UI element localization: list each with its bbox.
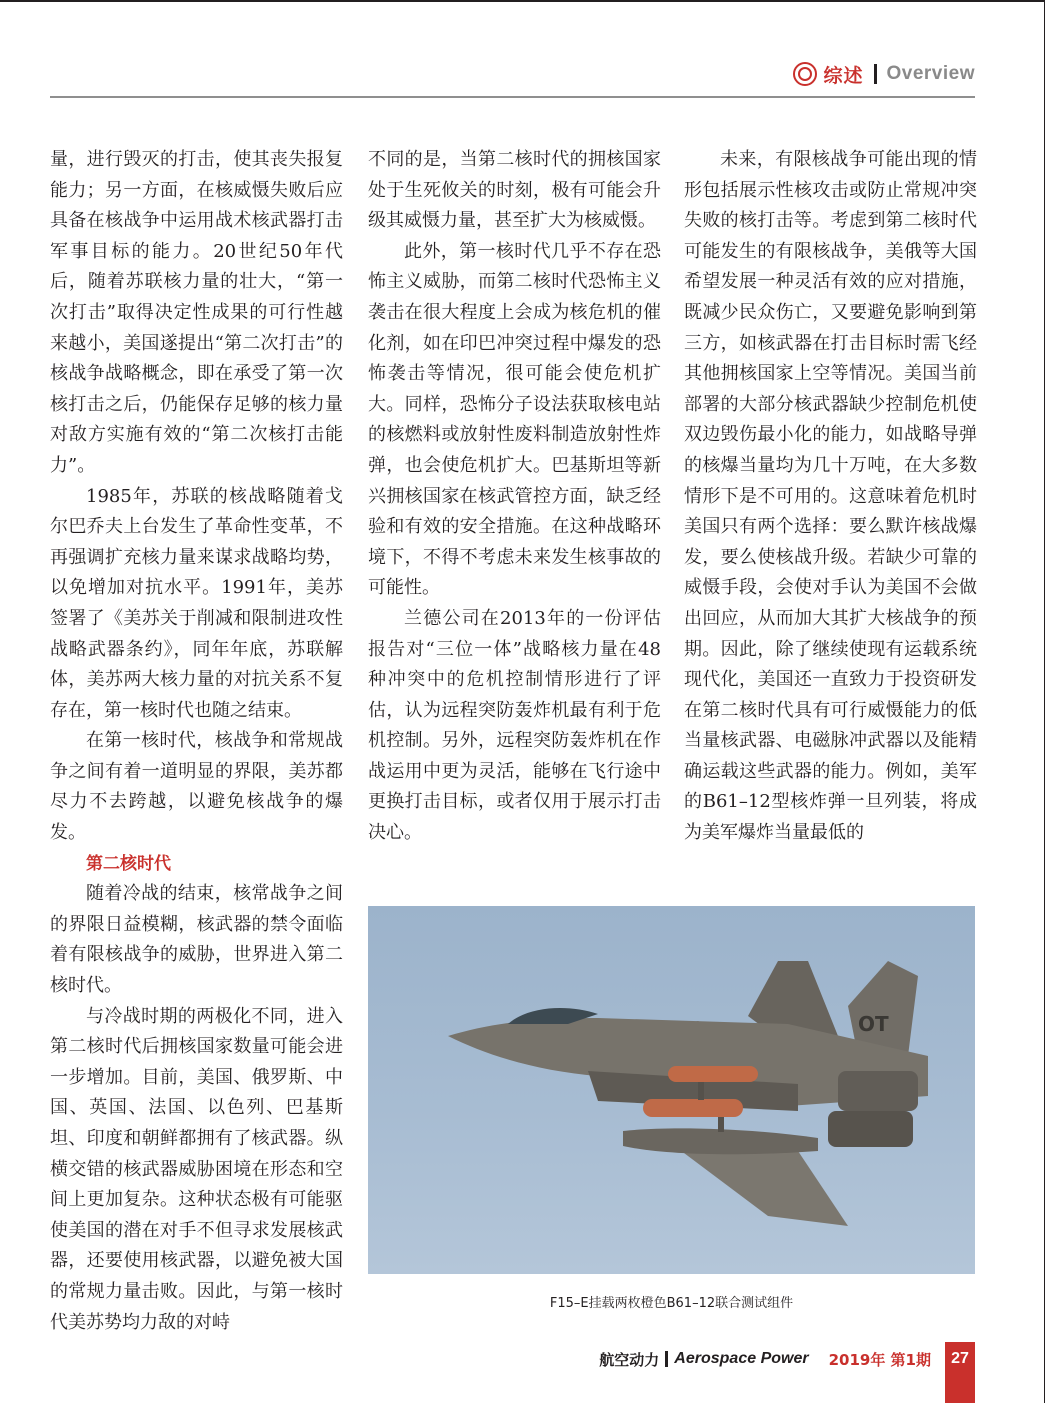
section-title-cn: 综述 <box>823 64 864 87</box>
paragraph: 在第一核时代，核战争和常规战争之间有着一道明显的界限，美苏都尽力不去跨越，以避免核战争的爆发。 <box>50 730 343 844</box>
running-header <box>793 60 975 88</box>
figure-caption: F15–E挂载两枚橙色B61–12联合测试组件 <box>549 1296 794 1311</box>
text-column-1 <box>50 145 343 1338</box>
tail-code: OT <box>858 1012 889 1036</box>
paragraph: 未来，有限核战争可能出现的情形包括展示性核攻击或防止常规冲突失败的核打击等。考虑到第二核时代可能发生的有限核战争，美俄等大国希望发展一种灵活有效的应对措施，既减少民众伤亡，又要避免影响到第三方，如核武器在打击目标时需飞经其他拥核国家上空等情况。美国当前部署的大部分核武器缺少控制危机使双边毁伤最小化的能力，如战略导弹的核爆当量均为几十万吨，在大多数情形下是不可用的。这意味着危机时美国只有两个选择：要么默许核战爆发，要么使核战升级。若缺少可靠的威慑手段，会使对手认为美国不会做出回应，从而加大其扩大核战争的预期。因此，除了继续使现有运载系统现代化，美国还一直致力于投资研发在第二核时代具有可行威慑能力的低当量核武器、电磁脉冲武器以及能精确运载这些武器的能力。例如，美军的B61–12型核炸弹一旦列装，将成为美军爆炸当量最低的 <box>684 149 977 844</box>
issue-label: 2019年 第1期 <box>828 1350 931 1369</box>
paragraph: 随着冷战的结束，核常战争之间的界限日益模糊，核武器的禁令面临着有限核战争的威胁，世界进入第二核时代。 <box>50 883 343 997</box>
aircraft-pylon <box>718 1117 724 1132</box>
journal-logo-icon <box>793 62 817 86</box>
top-rule <box>0 0 1045 2</box>
journal-name-cn: 航空动力 <box>599 1350 660 1369</box>
aircraft-fuel-tank <box>623 1128 818 1154</box>
paragraph: 1985年，苏联的核战略随着戈尔巴乔夫上台发生了革命性变革，不再强调扩充核力量来谋求战略均势，以免增加对抗水平。1991年，美苏签署了《美苏关于削减和限制进攻性战略武器条约》，同年年底，苏联解体，美苏两大核力量的对抗关系不复存在，第一核时代也随之结束。 <box>50 485 343 721</box>
text-column-2 <box>368 145 661 849</box>
aircraft-engine <box>838 1071 918 1111</box>
page-number: 27 <box>945 1342 975 1403</box>
text-column-3 <box>684 145 977 849</box>
aircraft-pylon <box>698 1082 704 1100</box>
paragraph: 与冷战时期的两极化不同，进入第二核时代后拥核国家数量可能会进一步增加。目前，美国、俄罗斯、中国、英国、法国、以色列、巴基斯坦、印度和朝鲜都拥有了核武器。纵横交错的核武器威胁困境在形态和空间上更加复杂。这种状态极有可能驱使美国的潜在对手不但寻求发展核武器，还要使用核武器，以避免被大国的常规力量击败。因此，与第一核时代美苏势均力敌的对峙 <box>50 1005 343 1333</box>
header-rule <box>50 96 975 98</box>
b61-12-test-unit <box>643 1099 743 1117</box>
running-footer <box>599 1348 931 1370</box>
header-separator <box>874 64 877 84</box>
journal-name-en: Aerospace Power <box>674 1350 809 1367</box>
aircraft-photo <box>368 906 975 1274</box>
paragraph: 量，进行毁灭的打击，使其丧失报复能力；另一方面，在核威慑失败后应具备在核战争中运用战术核武器打击军事目标的能力。20世纪50年代后，随着苏联核力量的壮大，“第一次打击”取得决定性成果的可行性越来越小，美国遂提出“第二次打击”的核战争战略概念，即在承受了第一次核打击之后，仍能保存足够的核力量对敌方实施有效的“第二次核打击能力”。 <box>50 149 343 476</box>
paragraph: 此外，第一核时代几乎不存在恐怖主义威胁，而第二核时代恐怖主义袭击在很大程度上会成为核危机的催化剂，如在印巴冲突过程中爆发的恐怖袭击等情况，很可能会使危机扩大。同样，恐怖分子设法获取核电站的核燃料或放射性废料制造放射性炸弹，也会使危机扩大。巴基斯坦等新兴拥核国家在核武管控方面，缺乏经验和有效的安全措施。在这种战略环境下，不得不考虑未来发生核事故的可能性。 <box>368 240 661 599</box>
f15e-illustration <box>368 906 975 1274</box>
section-subheading: 第二核时代 <box>86 853 171 874</box>
aircraft-engine <box>828 1111 913 1147</box>
b61-12-test-unit <box>668 1066 758 1082</box>
paragraph: 兰德公司在2013年的一份评估报告对“三位一体”战略核力量在48种冲突中的危机控制情形进行了评估，认为远程突防轰炸机最有利于危机控制。另外，远程突防轰炸机在作战运用中更为灵活，能够在飞行途中更换打击目标，或者仅用于展示打击决心。 <box>368 607 661 844</box>
paragraph: 不同的是，当第二核时代的拥核国家处于生死攸关的时刻，极有可能会升级其威慑力量，甚至扩大为核威慑。 <box>368 149 661 232</box>
footer-separator <box>665 1351 668 1367</box>
section-title-en: Overview <box>886 63 975 84</box>
